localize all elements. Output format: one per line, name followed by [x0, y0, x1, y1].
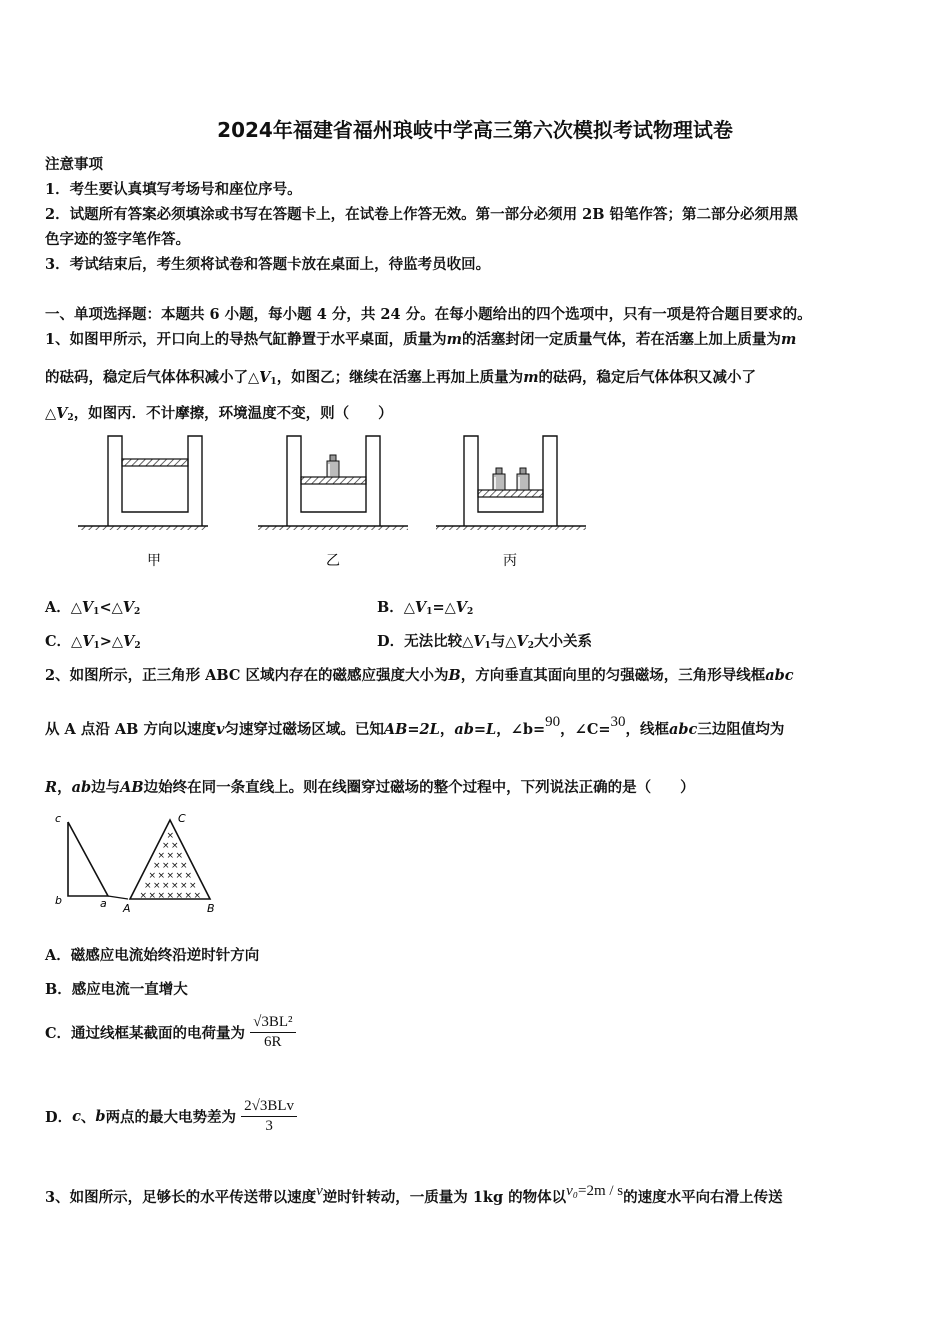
cylinder-wall — [108, 436, 202, 526]
section-heading: 一、单项选择题：本题共 6 小题，每小题 4 分，共 24 分。在每小题给出的四个选项中，只有一项是符合题目要求的。 — [45, 306, 812, 323]
emf-fraction: $\frac{\text{2√3BLv}}{3}$ — [241, 1098, 297, 1135]
field-cross-mark: × — [144, 881, 152, 891]
q2-figure — [50, 810, 230, 920]
cylinder-bing — [436, 436, 586, 530]
q2-option-c: C．通过线框某截面的电荷量为 $\frac{\text{√3BL²}}{6R}$ — [45, 1014, 296, 1051]
weight — [493, 468, 505, 490]
notice-heading: 注意事项 — [45, 156, 103, 173]
field-cross-mark: × — [166, 871, 175, 881]
field-cross-mark: × — [184, 891, 193, 901]
fig-label-bing: 丙 — [503, 553, 517, 569]
point-label-c: c — [55, 812, 62, 825]
field-cross-mark: × — [157, 851, 166, 861]
q1-line2: 的砝码，稳定后气体体积减小了$\triangle V_1$，如图乙；继续在活塞上再加上质量为m的砝码，稳定后气体体积又减小了 — [45, 369, 757, 387]
field-cross-mark: × — [193, 891, 202, 901]
fig-label-jia: 甲 — [147, 553, 161, 569]
field-cross-mark: × — [153, 881, 161, 891]
point-label-a: a — [100, 897, 107, 910]
point-label-b: b — [55, 894, 62, 907]
field-cross-mark: × — [166, 831, 175, 841]
notice-item: 1．考生要认真填写考场号和座位序号。 — [45, 181, 302, 198]
notice-item: 色字迹的签字笔作答。 — [45, 231, 190, 248]
piston — [301, 477, 366, 484]
q1-option-b: B．$\triangle V_1=\triangle V_2$ — [377, 599, 474, 617]
field-cross-mark: × — [180, 881, 188, 891]
charge-fraction: $\frac{\text{√3BL²}}{6R}$ — [250, 1014, 295, 1051]
field-cross-mark: × — [166, 891, 175, 901]
field-cross-mark: × — [180, 861, 188, 871]
page-title: 2024年福建省福州琅岐中学高三第六次模拟考试物理试卷 — [217, 118, 733, 142]
weight — [517, 468, 529, 490]
cylinder-jia — [78, 436, 208, 530]
field-cross-mark: × — [162, 841, 170, 851]
wire-frame-abc — [68, 822, 108, 896]
q2-option-a: A．磁感应电流始终沿逆时针方向 — [45, 947, 260, 964]
baseline-segment — [108, 896, 128, 899]
field-cross-mark: × — [166, 851, 175, 861]
point-label-C: C — [178, 812, 186, 825]
q1-option-c: C．$\triangle V_1>\triangle V_2$ — [45, 633, 141, 651]
field-cross-mark: × — [162, 881, 170, 891]
field-cross-mark: × — [157, 891, 166, 901]
field-cross-mark: × — [189, 881, 197, 891]
q1-line1: 1、如图甲所示，开口向上的导热气缸静置于水平桌面，质量为m的活塞封闭一定质量气体，若在活塞上加上质量为m — [45, 331, 797, 348]
cylinder-yi — [258, 436, 408, 530]
q2-option-b: B．感应电流一直增大 — [45, 981, 188, 998]
field-cross-mark: × — [175, 871, 184, 881]
q1-line3: $\triangle V_2$，如图丙．不计摩擦，环境温度不变，则（ ） — [45, 405, 393, 423]
cylinder-wall — [464, 436, 557, 526]
field-cross-mark: × — [148, 871, 157, 881]
field-cross-mark: × — [171, 861, 179, 871]
notice-item: 3．考试结束后，考生须将试卷和答题卡放在桌面上，待监考员收回。 — [45, 256, 491, 273]
field-cross-mark: × — [162, 861, 170, 871]
q1-option-d: D．无法比较$\triangle V_1$与$\triangle V_2$大小关系 — [377, 633, 592, 651]
q2-line1: 2、如图所示，正三角形 ABC 区域内存在的磁感应强度大小为B，方向垂直其面向里的匀强磁场，三角形导线框abc — [45, 667, 794, 684]
point-label-B: B — [207, 902, 215, 915]
q1-option-a: A．$\triangle V_1<\triangle V_2$ — [45, 599, 141, 617]
fig-label-yi: 乙 — [326, 553, 340, 569]
field-cross-mark: × — [184, 871, 193, 881]
q2-option-d: D．c、b两点的最大电势差为 $\frac{\text{2√3BLv}}{3}$ — [45, 1098, 297, 1135]
field-cross-mark: × — [175, 891, 184, 901]
field-cross-mark: × — [153, 861, 161, 871]
field-cross-mark: × — [148, 891, 157, 901]
field-cross-mark: × — [175, 851, 184, 861]
field-cross-mark: × — [157, 871, 166, 881]
notice-item: 2．试题所有答案必须填涂或书写在答题卡上，在试卷上作答无效。第一部分必须用 2B 铅笔作答；第二部分必须用黑 — [45, 206, 799, 223]
field-cross-mark: × — [171, 881, 179, 891]
field-marks — [140, 831, 202, 901]
piston — [478, 490, 543, 497]
point-label-A: A — [123, 902, 131, 915]
q2-line3: R，ab边与AB边始终在同一条直线上。则在线圈穿过磁场的整个过程中，下列说法正确的是（ ） — [45, 779, 695, 796]
q2-line2: 从 A 点沿 AB 方向以速度v匀速穿过磁场区域。已知AB=2L，ab=L，∠b=90，∠C=30，线框abc三边阻值均为 — [45, 714, 785, 738]
weight — [327, 455, 339, 477]
piston — [122, 459, 188, 466]
field-cross-mark: × — [171, 841, 179, 851]
field-cross-mark: × — [139, 891, 148, 901]
q3-line1: 3、如图所示，足够长的水平传送带以速度v逆时针转动，一质量为 1kg 的物体以v₀=2m / s的速度水平向右滑上传送 — [45, 1183, 783, 1206]
q1-figure — [70, 428, 600, 576]
